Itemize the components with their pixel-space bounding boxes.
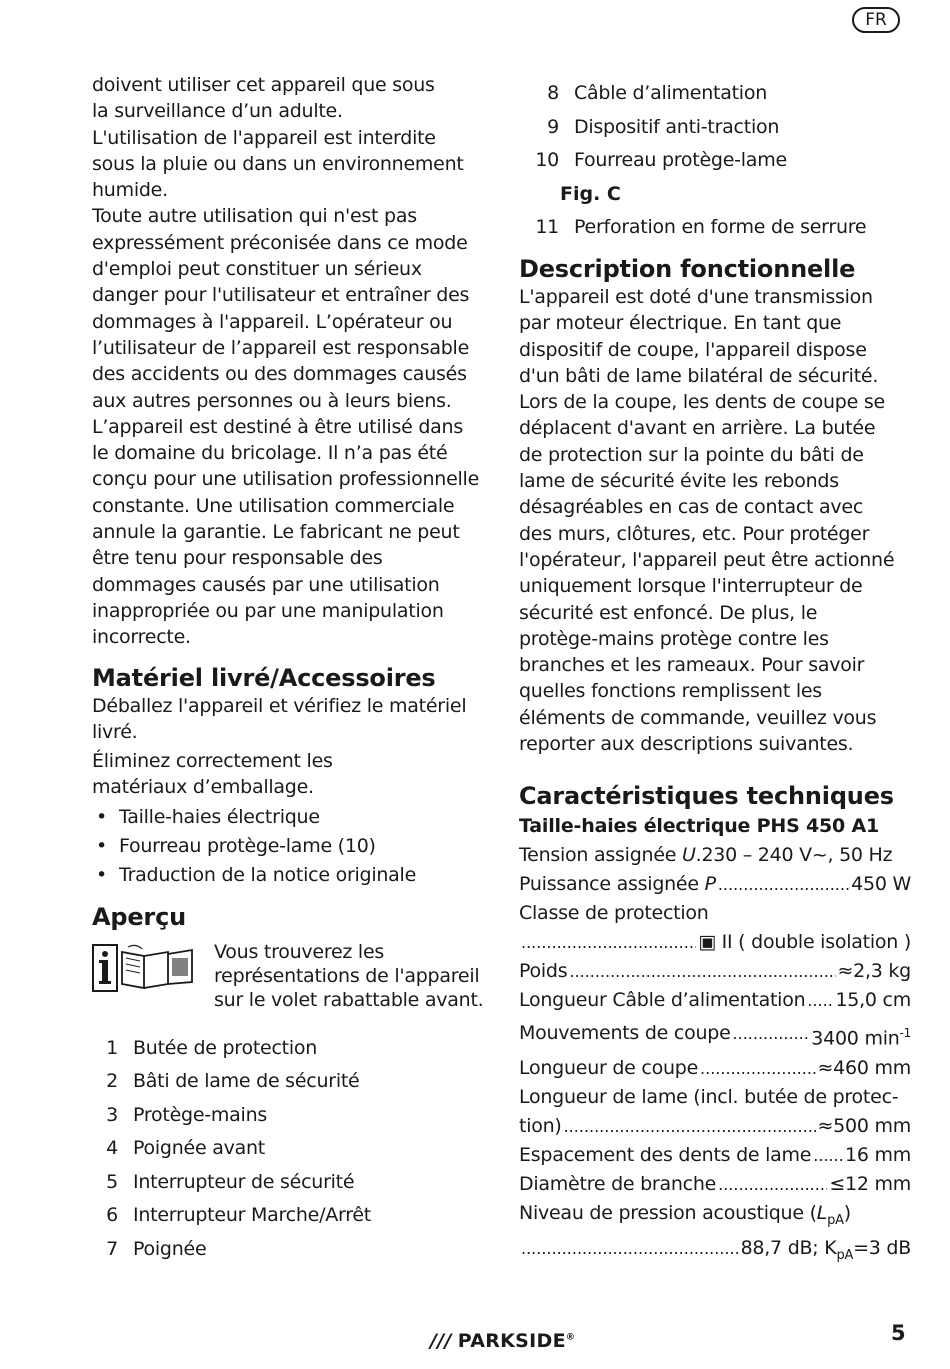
leader-dots: [564, 1112, 816, 1141]
materiel-list: [92, 803, 492, 890]
item-number: 5: [106, 1170, 118, 1193]
spec-value: ≤12 mm: [829, 1172, 911, 1195]
leader-dots: [807, 986, 833, 1015]
logo-slashes: ///: [430, 1330, 452, 1352]
list-item: [78, 1132, 492, 1166]
page-number: 5: [891, 1321, 906, 1345]
list-item: [519, 111, 911, 145]
spec-lame-label: Longueur de lame (incl. butée de protec-: [519, 1085, 899, 1108]
description-heading: Description fonctionnelle: [519, 255, 856, 283]
parts-list-continued: [519, 77, 911, 178]
spec-classe: [519, 928, 911, 957]
leader-dots: [521, 1234, 739, 1270]
info-box: [92, 940, 492, 1012]
materiel-paragraph-1: Déballez l'appareil et vérifiez le matériel livré.: [92, 694, 467, 743]
leader-dots: [718, 870, 849, 899]
leader-dots: [700, 1054, 815, 1083]
spec-label: Tension assignée: [519, 844, 682, 867]
item-number: 3: [106, 1103, 118, 1126]
spec-cable: [519, 986, 911, 1015]
parts-list-fig-c: [519, 211, 911, 245]
item-number: 9: [547, 115, 559, 138]
item-label: Butée de protection: [133, 1036, 318, 1059]
item-label: Perforation en forme de serrure: [574, 215, 867, 238]
spec-puissance: [519, 870, 911, 899]
item-label: Câble d’alimentation: [574, 82, 768, 104]
spec-label: Longueur Câble d’alimentation: [519, 989, 806, 1012]
intro-paragraph-1: doivent utiliser cet appareil que sous la surveillance d’un adulte.: [92, 74, 435, 123]
intro-paragraph-3: Toute autre utilisation qui n'est pas expressément préconisée dans ce mode d'emploi peut constituer un sérieux danger pour l'utilisateur et entraîner des dommages à l'appareil. L’opérateur ou l’utilisateur de l’appareil est responsable des accidents ou des dommages causés aux autres personnes ou à leurs biens. L’appareil est destiné à être utilisé dans le domaine du bricolage. Il n’a pas été conçu pour une utilisation professionnelle constante. Une utilisation commerciale annule la garantie. Le fabricant ne peut être tenu pour responsable des dommages causés par une utilisation inappropriée ou par une manipulation incorrecte.: [92, 205, 480, 649]
item-number: 1: [106, 1036, 118, 1059]
apercu-heading: Aperçu: [92, 902, 186, 931]
materiel-paragraph-2: Éliminez correctement les matériaux d’emballage.: [92, 750, 333, 799]
spec-value: ▣ II ( double isolation ): [698, 931, 911, 954]
logo-brand: PARKSIDE: [457, 1330, 566, 1352]
item-label: Dispositif anti-traction: [574, 115, 780, 138]
list-item: [78, 1099, 492, 1133]
leader-dots: [521, 928, 696, 957]
item-number: 4: [106, 1137, 118, 1160]
list-item: • Traduction de la notice originale: [92, 861, 492, 890]
spec-value: 15,0 cm: [835, 989, 911, 1012]
item-number: 7: [106, 1237, 118, 1260]
spec-lame: [519, 1112, 911, 1141]
parkside-logo: [430, 1330, 575, 1352]
item-number: 10: [535, 149, 559, 171]
spec-niveau: [519, 1234, 911, 1270]
list-item: [519, 77, 911, 111]
spec-classe-label: Classe de protection: [519, 902, 709, 925]
spec-poids: [519, 957, 911, 986]
info-text: Vous trouverez les représentations de l'appareil sur le volet rabattable avant.: [214, 940, 484, 1011]
item-label: Interrupteur de sécurité: [133, 1170, 355, 1193]
spec-label: Poids: [519, 960, 568, 983]
leader-dots: [813, 1141, 843, 1170]
list-item: [519, 211, 911, 245]
spec-value: 450 W: [851, 873, 911, 896]
list-item: [78, 1233, 492, 1267]
spec-espacement: [519, 1141, 911, 1170]
leader-dots: [733, 1019, 810, 1053]
info-book-icon: [92, 944, 202, 992]
spec-value: ≈460 mm: [817, 1056, 911, 1079]
spec-diametre: [519, 1170, 911, 1199]
list-item: [78, 1166, 492, 1200]
materiel-heading: Matériel livré/Accessoires: [92, 663, 436, 692]
specs-product-title: Taille-haies électrique PHS 450 A1: [519, 815, 879, 838]
spec-value: 16 mm: [845, 1143, 911, 1166]
list-item: [519, 144, 911, 178]
spec-label: Espacement des dents de lame: [519, 1143, 812, 1166]
item-number: 2: [106, 1070, 118, 1093]
list-item: • Fourreau protège-lame (10): [92, 832, 492, 861]
list-item: • Taille-haies électrique: [92, 803, 492, 832]
spec-value: ≈500 mm: [817, 1114, 911, 1137]
spec-label: Longueur de coupe: [519, 1056, 699, 1079]
fig-c-label: Fig. C: [560, 182, 621, 205]
spec-label: Diamètre de branche: [519, 1172, 717, 1195]
item-label: Interrupteur Marche/Arrêt: [133, 1204, 371, 1227]
intro-paragraph-2: L'utilisation de l'appareil est interdite sous la pluie ou dans un environnement humide.: [92, 126, 464, 202]
list-item: [78, 1065, 492, 1099]
leader-dots: [718, 1170, 827, 1199]
logo-reg: ®: [565, 1332, 576, 1343]
spec-label: Puissance assignée P: [519, 873, 716, 896]
spec-label: tion): [519, 1114, 562, 1137]
spec-symbol: U: [681, 844, 696, 867]
spec-longueur-coupe: [519, 1054, 911, 1083]
specs-heading: Caractéristiques techniques: [519, 782, 894, 811]
language-badge: FR: [852, 7, 900, 33]
item-number: 8: [547, 82, 559, 104]
spec-value: ≈2,3 kg: [837, 960, 911, 983]
spec-value: 88,7 dB; $K_{pA}=3$ dB: [740, 1237, 911, 1264]
spec-value: 3400 $\min^{-1}$: [811, 1026, 911, 1050]
list-item: [78, 1032, 492, 1066]
spec-tension: [519, 841, 911, 870]
right-column: [519, 77, 911, 1270]
list-item: [78, 1199, 492, 1233]
spec-mouvements: [519, 1019, 911, 1053]
item-label: Poignée: [133, 1237, 207, 1260]
item-number: 11: [535, 215, 559, 238]
spec-label: Mouvements de coupe: [519, 1022, 731, 1045]
item-number: 6: [106, 1204, 118, 1227]
item-label: Bâti de lame de sécurité: [133, 1070, 360, 1093]
spec-niveau-label: Niveau de pression acoustique $(L_{pA})$: [519, 1201, 851, 1228]
leader-dots: [569, 957, 835, 986]
apercu-parts-list: [78, 1032, 492, 1267]
left-column: [92, 72, 492, 1266]
item-label: Protège-mains: [133, 1103, 268, 1126]
item-label: Poignée avant: [133, 1137, 265, 1160]
item-label: Fourreau protège-lame: [574, 149, 787, 171]
spec-value: .230 – 240 V~, 50 Hz: [695, 844, 893, 867]
description-text: L'appareil est doté d'une transmission par moteur électrique. En tant que dispositif de coupe, l'appareil dispose d'un bâti de lame bilatéral de sécurité. Lors de la coupe, les dents de coupe se déplacent d'avant en arrière. La butée de protection sur la pointe du bâti de lame de sécurité évite les rebonds désagréables en cas de contact avec des murs, clôtures, etc. Pour protéger l'opérateur, l'appareil peut être actionné uniquement lorsque l'interrupteur de sécurité est enfoncé. De plus, le protège-mains protège contre les branches et les rameaux. Pour savoir quelles fonctions remplissent les éléments de commande, veuillez vous reporter aux descriptions suivantes.: [519, 286, 895, 756]
